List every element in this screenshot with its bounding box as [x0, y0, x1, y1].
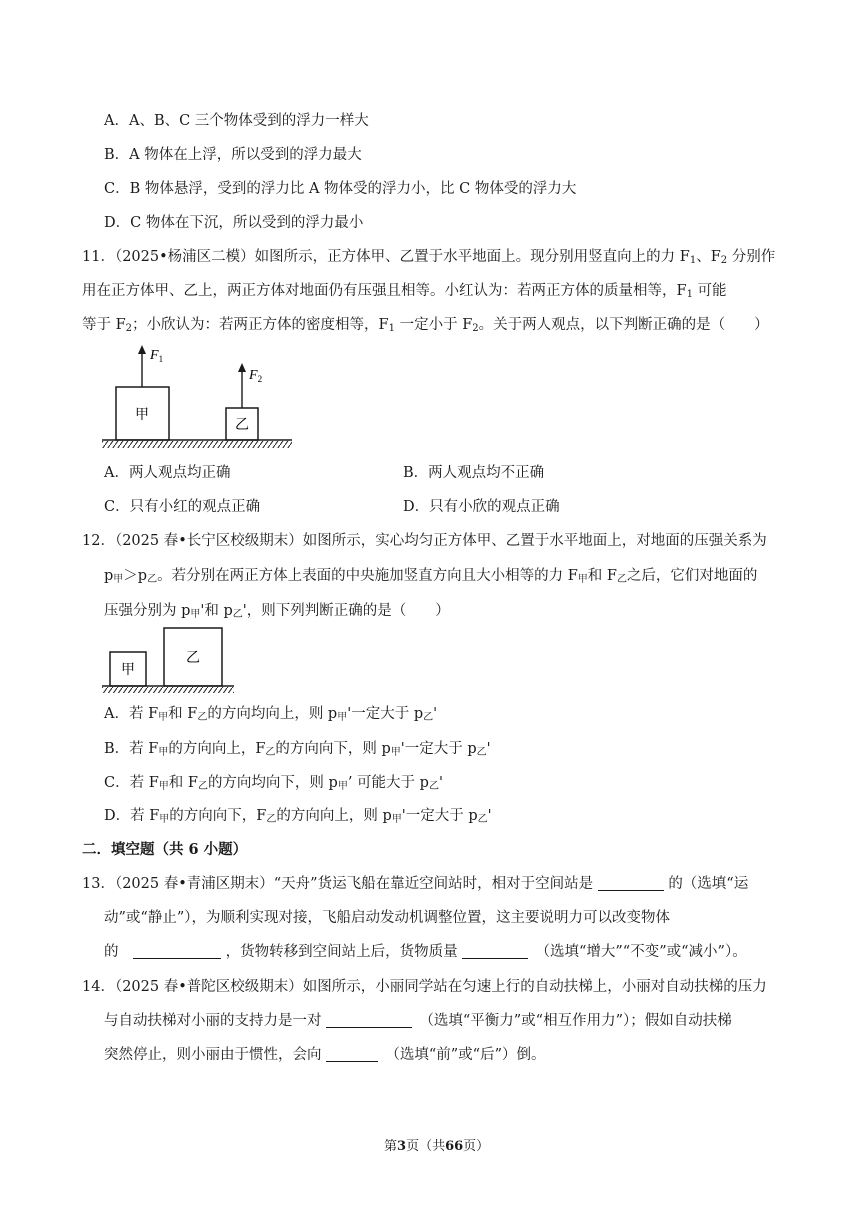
q12-option-c: C．若 $F_甲$和 $F_乙$的方向均向下，则 $p_甲$’ 可能大于 $p_乙'$ [104, 775, 443, 792]
q13-stem-line3: 的 ，货物转移到空间站上后，货物质量 （选填“增大”“不变”或“减小”）。 [104, 944, 747, 960]
block-jia-label: 甲 [135, 407, 149, 423]
q10-option-d: D．C 物体在下沉，所以受到的浮力最小 [104, 215, 364, 231]
q11-stem-line1: 11．（2025•杨浦区二模）如图所示，正方体甲、乙置于水平地面上。现分别用竖直向上的力 $F_1$、$F_2$ 分别作 [82, 249, 776, 266]
q13-blank-2[interactable] [133, 944, 221, 959]
f1-label: $F_1$ [150, 348, 164, 364]
page-footer: 第3页（共66页） [384, 1139, 490, 1154]
ground-hatch [102, 687, 234, 693]
q12-stem-line3: 压强分别为 $p_甲'$和 $p_乙'$，则下列判断正确的是（ ） [104, 603, 450, 620]
q14-blank-1[interactable] [326, 1013, 412, 1028]
q12-stem-line1: 12．（2025 春•长宁区校级期末）如图所示，实心均匀正方体甲、乙置于水平地面上，对地面的压强关系为 [82, 533, 767, 549]
q13-blank-1[interactable] [598, 876, 664, 891]
q11-option-d: D．只有小欣的观点正确 [403, 499, 560, 515]
q10-option-a: A．A、B、C 三个物体受到的浮力一样大 [104, 113, 369, 129]
q13-blank-3[interactable] [462, 944, 528, 959]
q12-option-b: B．若 $F_甲$的方向向上，$F_乙$的方向向下，则 $p_甲'$一定大于 $p_乙'$ [104, 741, 491, 758]
q11-stem-line2: 用在正方体甲、乙上，两正方体对地面仍有压强且相等。小红认为：若两正方体的质量相等，$F_1$ 可能 [82, 283, 727, 300]
q10-option-c: C．B 物体悬浮，受到的浮力比 A 物体受的浮力小，比 C 物体受的浮力大 [104, 181, 577, 197]
q14-stem-line2: 与自动扶梯对小丽的支持力是一对 （选填“平衡力”或“相互作用力”）；假如自动扶梯 [104, 1013, 732, 1029]
page-number: 3 [397, 1139, 407, 1154]
page-total: 66 [445, 1139, 464, 1154]
q14-stem-line3: 突然停止，则小丽由于惯性，会向 （选填“前”或“后”）倒。 [104, 1047, 546, 1063]
block-jia-label: 甲 [121, 662, 135, 678]
block-yi-label: 乙 [235, 417, 249, 433]
f2-label: $F_2$ [249, 368, 263, 384]
q11-option-a: A．两人观点均正确 [104, 465, 231, 481]
q11-option-b: B．两人观点均不正确 [403, 465, 545, 481]
q14-stem-line1: 14．（2025 春•普陀区校级期末）如图所示，小丽同学站在匀速上行的自动扶梯上，小丽对自动扶梯的压力 [82, 979, 767, 995]
q10-option-b: B．A 物体在上浮，所以受到的浮力最大 [104, 147, 362, 163]
q14-blank-2[interactable] [326, 1047, 378, 1062]
block-yi-label: 乙 [186, 650, 200, 666]
q12-figure [102, 625, 237, 695]
q11-option-c: C．只有小红的观点正确 [104, 499, 261, 515]
ground-hatch [102, 441, 292, 448]
q13-stem-line2: 动”或“静止”），为顺利实现对接，飞船启动发动机调整位置，这主要说明力可以改变物体 [104, 910, 670, 926]
q11-stem-line3: 等于 $F_2$；小欣认为：若两正方体的密度相等，$F_1$ 一定小于 $F_2$。关于两人观点，以下判断正确的是（ ） [82, 317, 769, 334]
q12-option-d: D．若 $F_甲$的方向向下，$F_乙$的方向向上，则 $p_甲'$一定大于 $p_乙'$ [104, 808, 492, 825]
q13-stem-line1: 13．（2025 春•青浦区期末）“天舟”货运飞船在靠近空间站时，相对于空间站是 的（选填“运 [82, 876, 749, 892]
q12-option-a: A．若 $F_甲$和 $F_乙$的方向均向上，则 $p_甲'$一定大于 $p_乙'$ [104, 706, 438, 723]
q12-stem-line2: $p_甲>p_乙$。若分别在两正方体上表面的中央施加竖直方向且大小相等的力 $F_甲$和 $F_乙$之后，它们对地面的 [104, 568, 758, 585]
section-title: 二．填空题（共 6 小题） [82, 841, 248, 858]
q11-figure [100, 340, 295, 452]
